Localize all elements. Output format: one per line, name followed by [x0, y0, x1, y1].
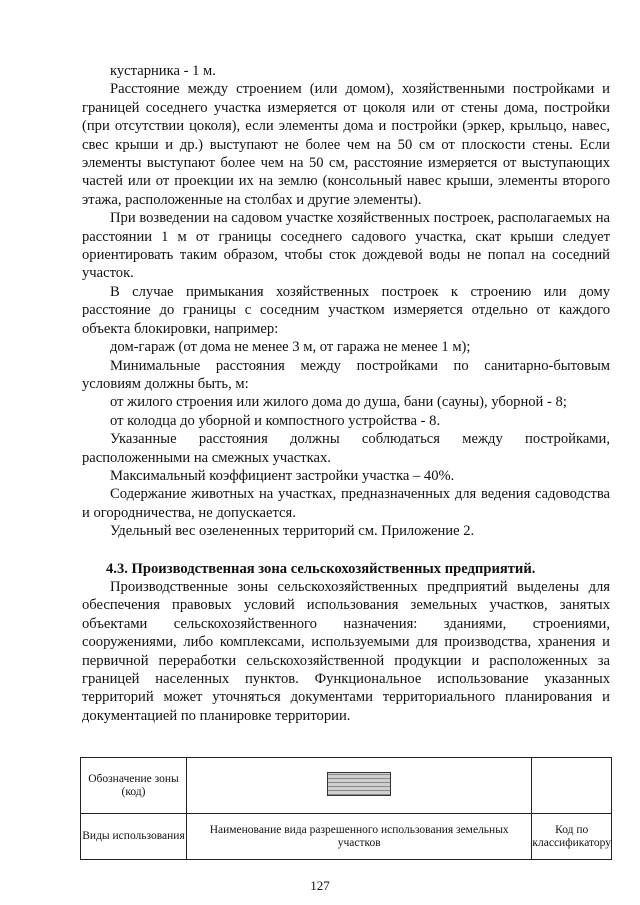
- empty-cell: [532, 758, 612, 814]
- uses-header: Виды использования: [81, 814, 187, 860]
- zone-swatch-cell: [187, 758, 532, 814]
- zone-table: [80, 757, 612, 860]
- classifier-code-header: Код по классификатору: [532, 814, 612, 860]
- page-body: [82, 62, 610, 725]
- paragraph: Удельный вес озелененных территорий см. Приложение 2.: [110, 523, 475, 540]
- paragraph: Указанные расстояния должны соблюдаться между постройками, расположенными на смежных участках.: [82, 431, 610, 466]
- paragraph: Содержание животных на участках, предназначенных для ведения садоводства и огородничества, не допускается.: [82, 486, 610, 521]
- paragraph: кустарника - 1 м.: [110, 63, 216, 79]
- paragraph: дом-гараж (от дома не менее 3 м, от гаража не менее 1 м);: [110, 339, 471, 356]
- page-number: 127: [310, 878, 330, 893]
- table-row: [81, 758, 612, 814]
- paragraph: В случае примыкания хозяйственных построек к строению или дому расстояние до границы с соседним участком измеряется отдельно от каждого объекта блокировки, например:: [82, 283, 610, 337]
- paragraph: Минимальные расстояния между постройками по санитарно-бытовым условиям должны быть, м:: [82, 357, 610, 392]
- table-row: [81, 814, 612, 860]
- zone-hatch-swatch: [327, 772, 391, 796]
- use-name-header: Наименование вида разрешенного использования земельных участков: [187, 814, 532, 860]
- paragraph: Максимальный коэффициент застройки участка – 40%.: [110, 467, 455, 484]
- paragraph: от жилого строения или жилого дома до душа, бани (сауны), уборной - 8;: [110, 394, 567, 411]
- paragraph: При возведении на садовом участке хозяйственных построек, располагаемых на расстоянии 1 м от границы соседнего садового участка, скат крыши следует ориентировать таким образом, чтобы сток дождевой воды не попал на соседний участок.: [82, 210, 610, 282]
- section-paragraph: Производственные зоны сельскохозяйственных предприятий выделены для обеспечения правовых условий использования земельных участков, занятых объектами сельскохозяйственного назначения: зданиями, строениями, сооружениями, либо комплексами, используемыми для производства, хранения и первичной переработки сельскохозяйственной продукции и расположенных за границей населенных пунктов. Функциональное использование указанных территорий может уточняться документами территориального планирования и документацией по планировке территории.: [82, 578, 610, 724]
- paragraph: Расстояние между строением (или домом), хозяйственными постройками и границей соседнего участка измеряется от цоколя или от стены дома, постройки (при отсутствии цоколя), если элементы дома и постройки (эркер, крыльцо, навес, свес крыши и др.) выступают не более чем на 50 см от плоскости стены. Если элементы выступают более чем на 50 см, расстояние измеряется от выступающих частей или от проекции их на землю (консольный навес крыши, элементы второго этажа, расположенные на столбах и другие элементы).: [82, 81, 610, 208]
- zone-code-label: Обозначение зоны (код): [81, 758, 187, 814]
- section-heading: 4.3. Производственная зона сельскохозяйственных предприятий.: [106, 560, 536, 577]
- paragraph: от колодца до уборной и компостного устройства - 8.: [110, 412, 441, 429]
